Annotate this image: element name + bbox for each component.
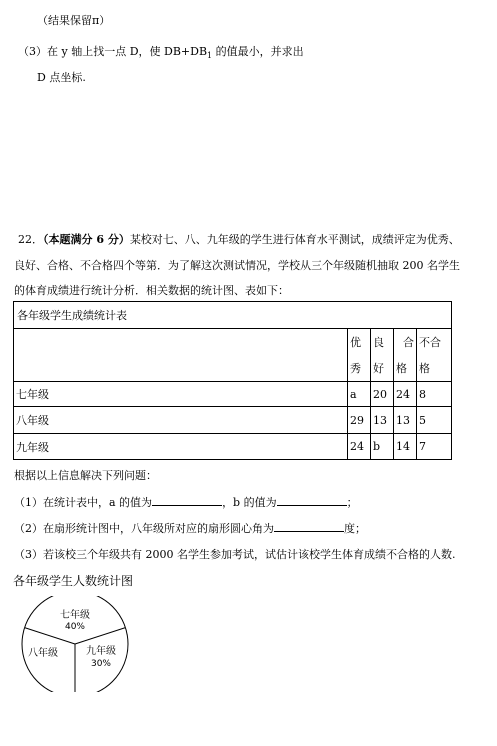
table-row bbox=[14, 382, 452, 407]
q3-subscript: 1 bbox=[207, 51, 213, 61]
pie-chart-title: 各年级学生人数统计图 bbox=[13, 574, 134, 588]
answer-blank-angle bbox=[274, 520, 344, 532]
answer-blank-a bbox=[152, 494, 222, 506]
q1-text-a: （1）在统计表中，a 的值为 bbox=[14, 496, 153, 509]
table-row bbox=[14, 407, 452, 434]
slice-percent-grade-7: 40% bbox=[64, 622, 86, 632]
header-bottom: 格 bbox=[396, 362, 407, 375]
score-table bbox=[13, 301, 452, 460]
header-cell bbox=[417, 329, 452, 382]
question-1 bbox=[14, 494, 358, 510]
problem-score: （本题满分 6 分） bbox=[43, 233, 130, 246]
table-header-blank bbox=[14, 329, 348, 382]
questions-intro: 根据以上信息解决下列问题： bbox=[14, 469, 157, 482]
data-cell: 5 bbox=[417, 407, 452, 434]
data-cell: 29 bbox=[348, 407, 371, 434]
header-top: 优 bbox=[350, 336, 361, 349]
problem-22-line-1 bbox=[18, 231, 460, 247]
header-cell bbox=[348, 329, 371, 382]
grade-cell: 九年级 bbox=[14, 434, 348, 460]
question-3-line-1 bbox=[18, 43, 304, 60]
data-cell: 8 bbox=[417, 382, 452, 407]
header-top: 合 bbox=[403, 336, 414, 349]
header-cell bbox=[371, 329, 394, 382]
slice-label-grade-9: 九年级 bbox=[86, 646, 116, 657]
slice-label-grade-8: 八年级 bbox=[28, 648, 58, 659]
q3-text-a: （3）在 y 轴上找一点 D，使 DB+DB bbox=[18, 45, 208, 58]
q1-text-end: ； bbox=[346, 496, 358, 509]
result-note: （结果保留π） bbox=[37, 14, 111, 27]
data-cell: 14 bbox=[394, 434, 417, 460]
problem-22-line-2: 良好、合格、不合格四个等第．为了解这次测试情况，学校从三个年级随机抽取 200 名学生 bbox=[14, 259, 460, 272]
question-3-line-2: D 点坐标. bbox=[37, 71, 86, 84]
problem-text-1: 某校对七、八、九年级的学生进行体育水平测试，成绩评定为优秀、 bbox=[129, 233, 460, 246]
question-2 bbox=[14, 520, 366, 536]
pie-chart bbox=[15, 596, 135, 692]
slice-label-grade-7: 七年级 bbox=[60, 610, 90, 621]
data-cell: 13 bbox=[394, 407, 417, 434]
data-cell: b bbox=[371, 434, 394, 460]
header-bottom: 好 bbox=[373, 362, 384, 375]
question-3: （3）若该校三个年级共有 2000 名学生参加考试，试估计该校学生体育成绩不合格的人数. bbox=[14, 548, 456, 561]
data-cell: 13 bbox=[371, 407, 394, 434]
table-row bbox=[14, 434, 452, 460]
header-top: 不合 bbox=[419, 336, 441, 349]
q2-text-a: （2）在扇形统计图中，八年级所对应的扇形圆心角为 bbox=[14, 522, 274, 535]
header-bottom: 格 bbox=[419, 362, 430, 375]
data-cell: 7 bbox=[417, 434, 452, 460]
data-cell: 20 bbox=[371, 382, 394, 407]
header-bottom: 秀 bbox=[350, 362, 361, 375]
q3-text-b: 的值最小，并求出 bbox=[212, 45, 304, 58]
answer-blank-b bbox=[277, 494, 347, 506]
problem-number: 22． bbox=[18, 233, 43, 246]
header-cell bbox=[394, 329, 417, 382]
data-cell: a bbox=[348, 382, 371, 407]
header-top: 良 bbox=[373, 336, 384, 349]
data-cell: 24 bbox=[394, 382, 417, 407]
q1-text-b: ，b 的值为 bbox=[222, 496, 277, 509]
grade-cell: 七年级 bbox=[14, 382, 348, 407]
grade-cell: 八年级 bbox=[14, 407, 348, 434]
problem-22-line-3: 的体育成绩进行统计分析．相关数据的统计图、表如下： bbox=[14, 284, 289, 297]
q2-text-end: 度； bbox=[344, 522, 366, 535]
data-cell: 24 bbox=[348, 434, 371, 460]
table-title: 各年级学生成绩统计表 bbox=[14, 302, 452, 329]
slice-percent-grade-9: 30% bbox=[90, 659, 112, 669]
